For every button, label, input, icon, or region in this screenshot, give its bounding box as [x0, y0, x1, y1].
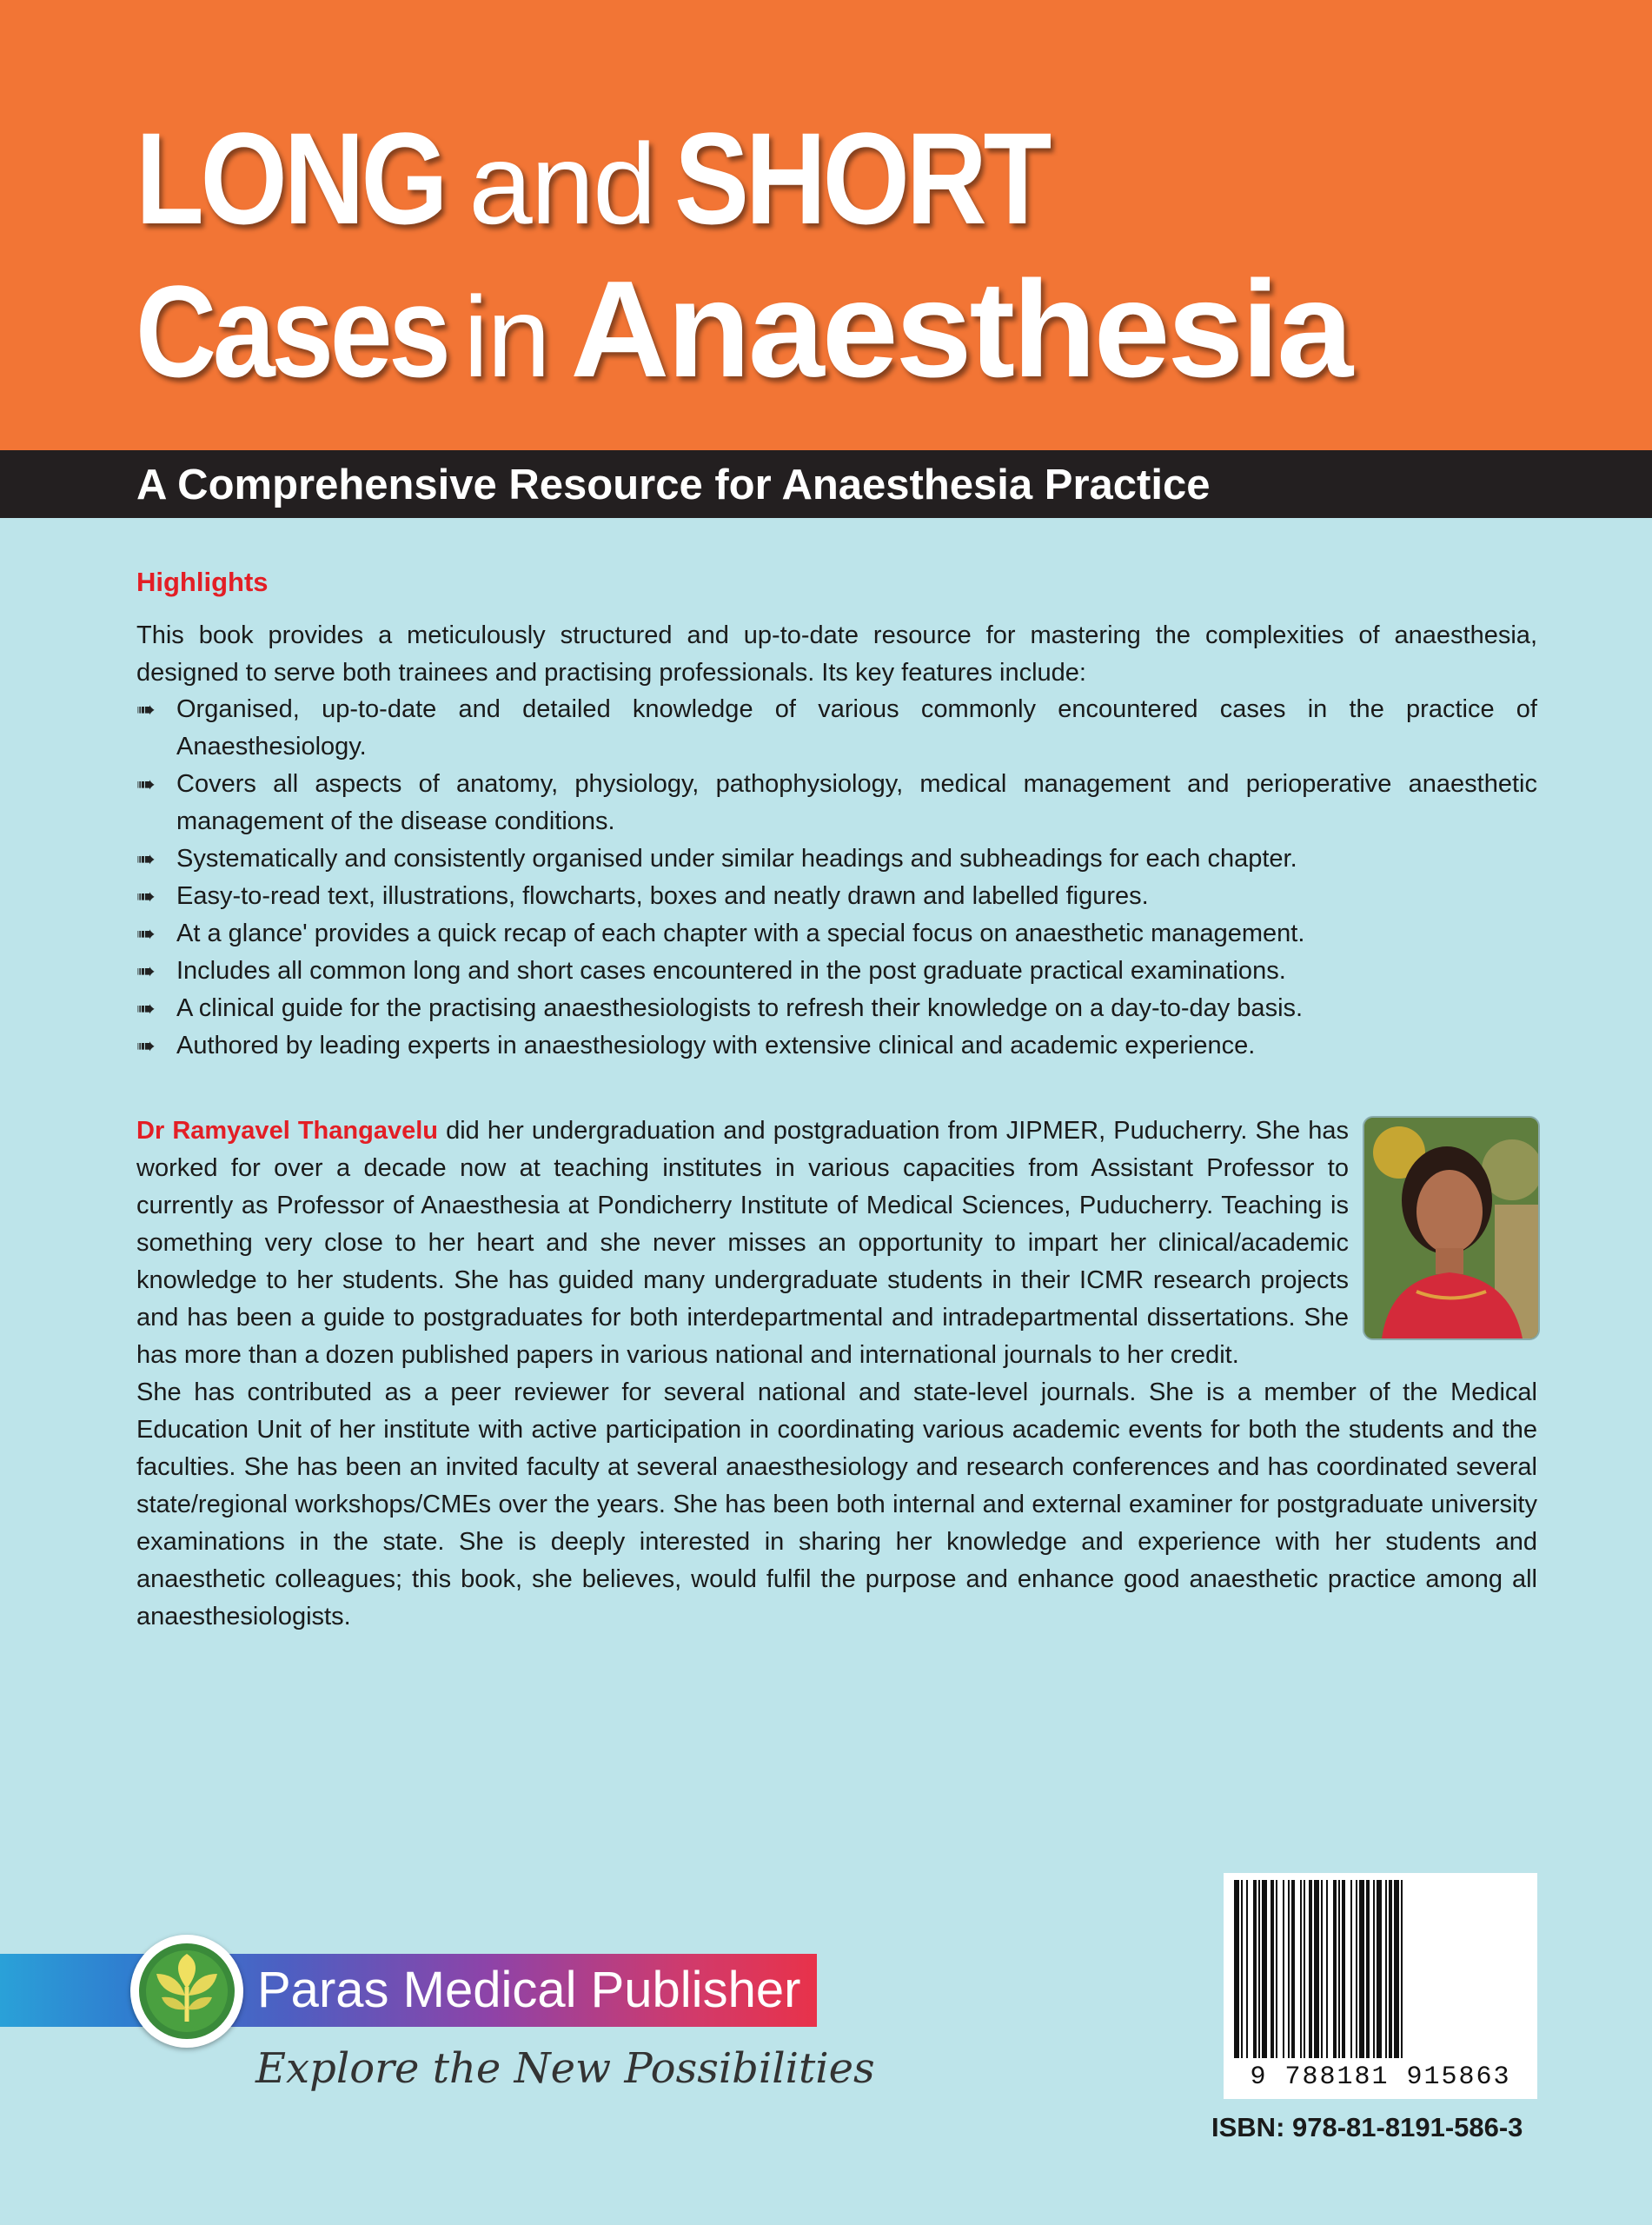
- title-word-cases: Cases: [136, 258, 448, 404]
- publisher-logo: [130, 1935, 243, 2048]
- list-item: ➠ Organised, up-to-date and detailed knowledge of various commonly encountered cases in the practice of Anaesthesiology.: [136, 691, 1537, 766]
- highlights-heading: Highlights: [136, 567, 269, 597]
- list-item: ➠ Systematically and consistently organised under similar headings and subheadings for each chapter.: [136, 840, 1537, 878]
- author-bio: [136, 1112, 1537, 1636]
- list-item: ➠ Easy-to-read text, illustrations, flowcharts, boxes and neatly drawn and labelled figures.: [136, 878, 1537, 915]
- list-item: ➠ Includes all common long and short cases encountered in the post graduate practical examinations.: [136, 953, 1537, 990]
- arrow-bullet-icon: ➠: [136, 958, 156, 984]
- title-line-1: [136, 105, 1109, 251]
- author-bio-paragraph-1: Dr Ramyavel Thangavelu did her undergraduation and postgraduation from JIPMER, Puducherry. She has worked for over a decade now at teaching institutes in various capacities from Assistant Professor to currently as Professor of Anaesthesia at Pondicherry Institute of Medical Sciences, Puducherry. Teaching is something very close to her heart and she never misses an opportunity to impart her clinical/academic knowledge to her students. She has guided many undergraduate students in their ICMR research projects and has been a guide to postgraduates for both interdepartmental and intradepartmental dissertations. She has more than a dozen published papers in various national and international journals to her credit.: [136, 1117, 1349, 1369]
- list-item: ➠ Authored by leading experts in anaesthesiology with extensive clinical and academic experience.: [136, 1027, 1537, 1065]
- author-bio-paragraph-2: She has contributed as a peer reviewer for several national and state-level journals. She is a member of the Medical Education Unit of her institute with active participation in coordinating various academic events for both the students and the faculties. She has been an invited faculty at several anaesthesiology and research conferences and has coordinated several state/regional workshops/CMEs over the years. She has been both internal and external examiner for postgraduate university examinations in the state. She is deeply interested in sharing her knowledge and experience with her students and anaesthetic colleagues; this book, she believes, would fulfil the purpose and enhance good anaesthetic practice among all anaesthesiologists.: [136, 1378, 1537, 1631]
- barcode-digits: 9 788181 915863: [1250, 2062, 1511, 2092]
- author-photo: [1363, 1116, 1540, 1340]
- subtitle: A Comprehensive Resource for Anaesthesia Practice: [136, 462, 1211, 508]
- barcode: [1224, 1873, 1537, 2099]
- leaf-logo-icon: [130, 1935, 243, 2048]
- list-item: ➠ Covers all aspects of anatomy, physiology, pathophysiology, medical management and perioperative anaesthetic management of the disease conditions.: [136, 766, 1537, 840]
- title-word-and: and: [468, 120, 655, 248]
- title-word-anaesthesia: Anaesthesia: [570, 253, 1351, 406]
- arrow-bullet-icon: ➠: [136, 883, 156, 909]
- list-item: ➠ A clinical guide for the practising anaesthesiologists to refresh their knowledge on a day-to-day basis.: [136, 990, 1537, 1027]
- title-word-in: in: [463, 273, 549, 401]
- title-line-2: [136, 253, 1351, 406]
- author-name: Dr Ramyavel Thangavelu: [136, 1117, 438, 1145]
- isbn: ISBN: 978-81-8191-586-3: [1211, 2112, 1523, 2142]
- arrow-bullet-icon: ➠: [136, 1033, 156, 1059]
- arrow-bullet-icon: ➠: [136, 995, 156, 1021]
- list-item: ➠ At a glance' provides a quick recap of each chapter with a special focus on anaesthetic management.: [136, 915, 1537, 953]
- title-word-short: SHORT: [674, 105, 1049, 251]
- publisher-tagline: Explore the New Possibilities: [255, 2044, 875, 2093]
- highlights-list: [136, 691, 1537, 1065]
- arrow-bullet-icon: ➠: [136, 846, 156, 872]
- arrow-bullet-icon: ➠: [136, 771, 156, 797]
- author-photo-image: [1364, 1118, 1538, 1338]
- arrow-bullet-icon: ➠: [136, 696, 156, 722]
- publisher-name: Paras Medical Publisher: [257, 1962, 801, 2018]
- highlights-intro: This book provides a meticulously structured and up-to-date resource for mastering the complexities of anaesthesia, designed to serve both trainees and practising professionals. Its key features include:: [136, 621, 1537, 687]
- arrow-bullet-icon: ➠: [136, 920, 156, 946]
- title-word-long: LONG: [136, 105, 445, 251]
